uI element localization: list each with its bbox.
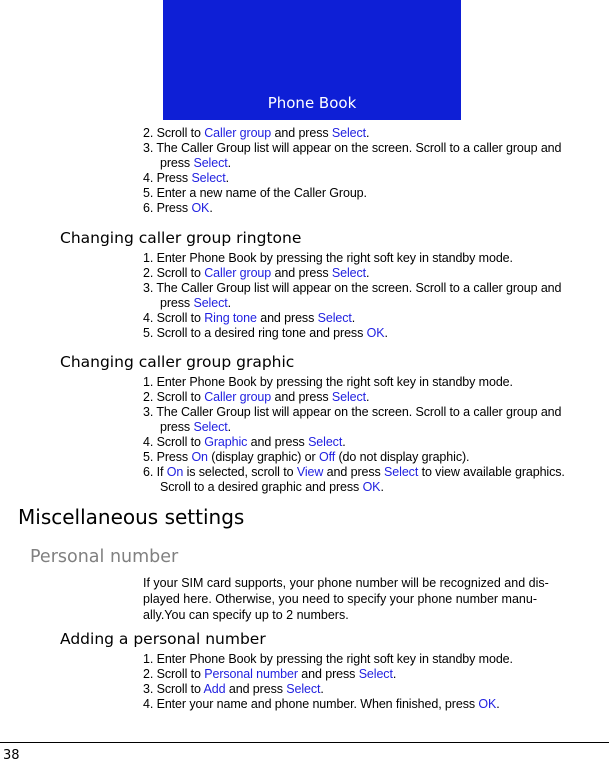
page-number: 38 bbox=[3, 748, 20, 763]
step-item: 3. Scroll to Add and press Select. bbox=[143, 682, 324, 696]
step-item: 5. Enter a new name of the Caller Group. bbox=[143, 186, 367, 200]
step-item: 5. Press On (display graphic) or Off (do not display graphic). bbox=[143, 450, 470, 464]
step-item: 2. Scroll to Caller group and press Select. bbox=[143, 126, 370, 140]
graphic-heading: Changing caller group graphic bbox=[60, 353, 295, 371]
banner-title: Phone Book bbox=[267, 94, 357, 112]
step-item: 4. Scroll to Ring tone and press Select. bbox=[143, 311, 356, 325]
personal-number-paragraph: If your SIM card supports, your phone number will be recognized and dis- played here. Otherwise, you need to specify your phone number manu- ally.You can specify up to 2 numbers. bbox=[143, 576, 549, 622]
personal-number-heading: Personal number bbox=[30, 547, 179, 567]
footer-rule bbox=[0, 742, 609, 743]
phone-book-banner bbox=[163, 0, 461, 120]
step-item: 4. Press Select. bbox=[143, 171, 229, 185]
step-item: 3. The Caller Group list will appear on the screen. Scroll to a caller group and press Select. bbox=[143, 405, 562, 434]
step-item: 3. The Caller Group list will appear on the screen. Scroll to a caller group and press Select. bbox=[143, 281, 562, 310]
step-item: 4. Scroll to Graphic and press Select. bbox=[143, 435, 346, 449]
ringtone-heading: Changing caller group ringtone bbox=[60, 229, 302, 247]
step-item: 6. Press OK. bbox=[143, 201, 213, 215]
step-item: 2. Scroll to Caller group and press Select. bbox=[143, 266, 370, 280]
step-item: 6. If On is selected, scroll to View and press Select to view available graphics. Scroll to a desired graphic and press OK. bbox=[143, 465, 565, 494]
step-item: 4. Enter your name and phone number. When finished, press OK. bbox=[143, 697, 500, 711]
step-item: 1. Enter Phone Book by pressing the right soft key in standby mode. bbox=[143, 375, 513, 389]
step-item: 3. The Caller Group list will appear on the screen. Scroll to a caller group and press Select. bbox=[143, 141, 562, 170]
step-item: 1. Enter Phone Book by pressing the right soft key in standby mode. bbox=[143, 251, 513, 265]
step-item: 5. Scroll to a desired ring tone and press OK. bbox=[143, 326, 388, 340]
step-item: 2. Scroll to Personal number and press Select. bbox=[143, 667, 397, 681]
step-item: 2. Scroll to Caller group and press Select. bbox=[143, 390, 370, 404]
misc-heading: Miscellaneous settings bbox=[18, 505, 245, 529]
adding-heading: Adding a personal number bbox=[60, 630, 266, 648]
step-item: 1. Enter Phone Book by pressing the right soft key in standby mode. bbox=[143, 652, 513, 666]
